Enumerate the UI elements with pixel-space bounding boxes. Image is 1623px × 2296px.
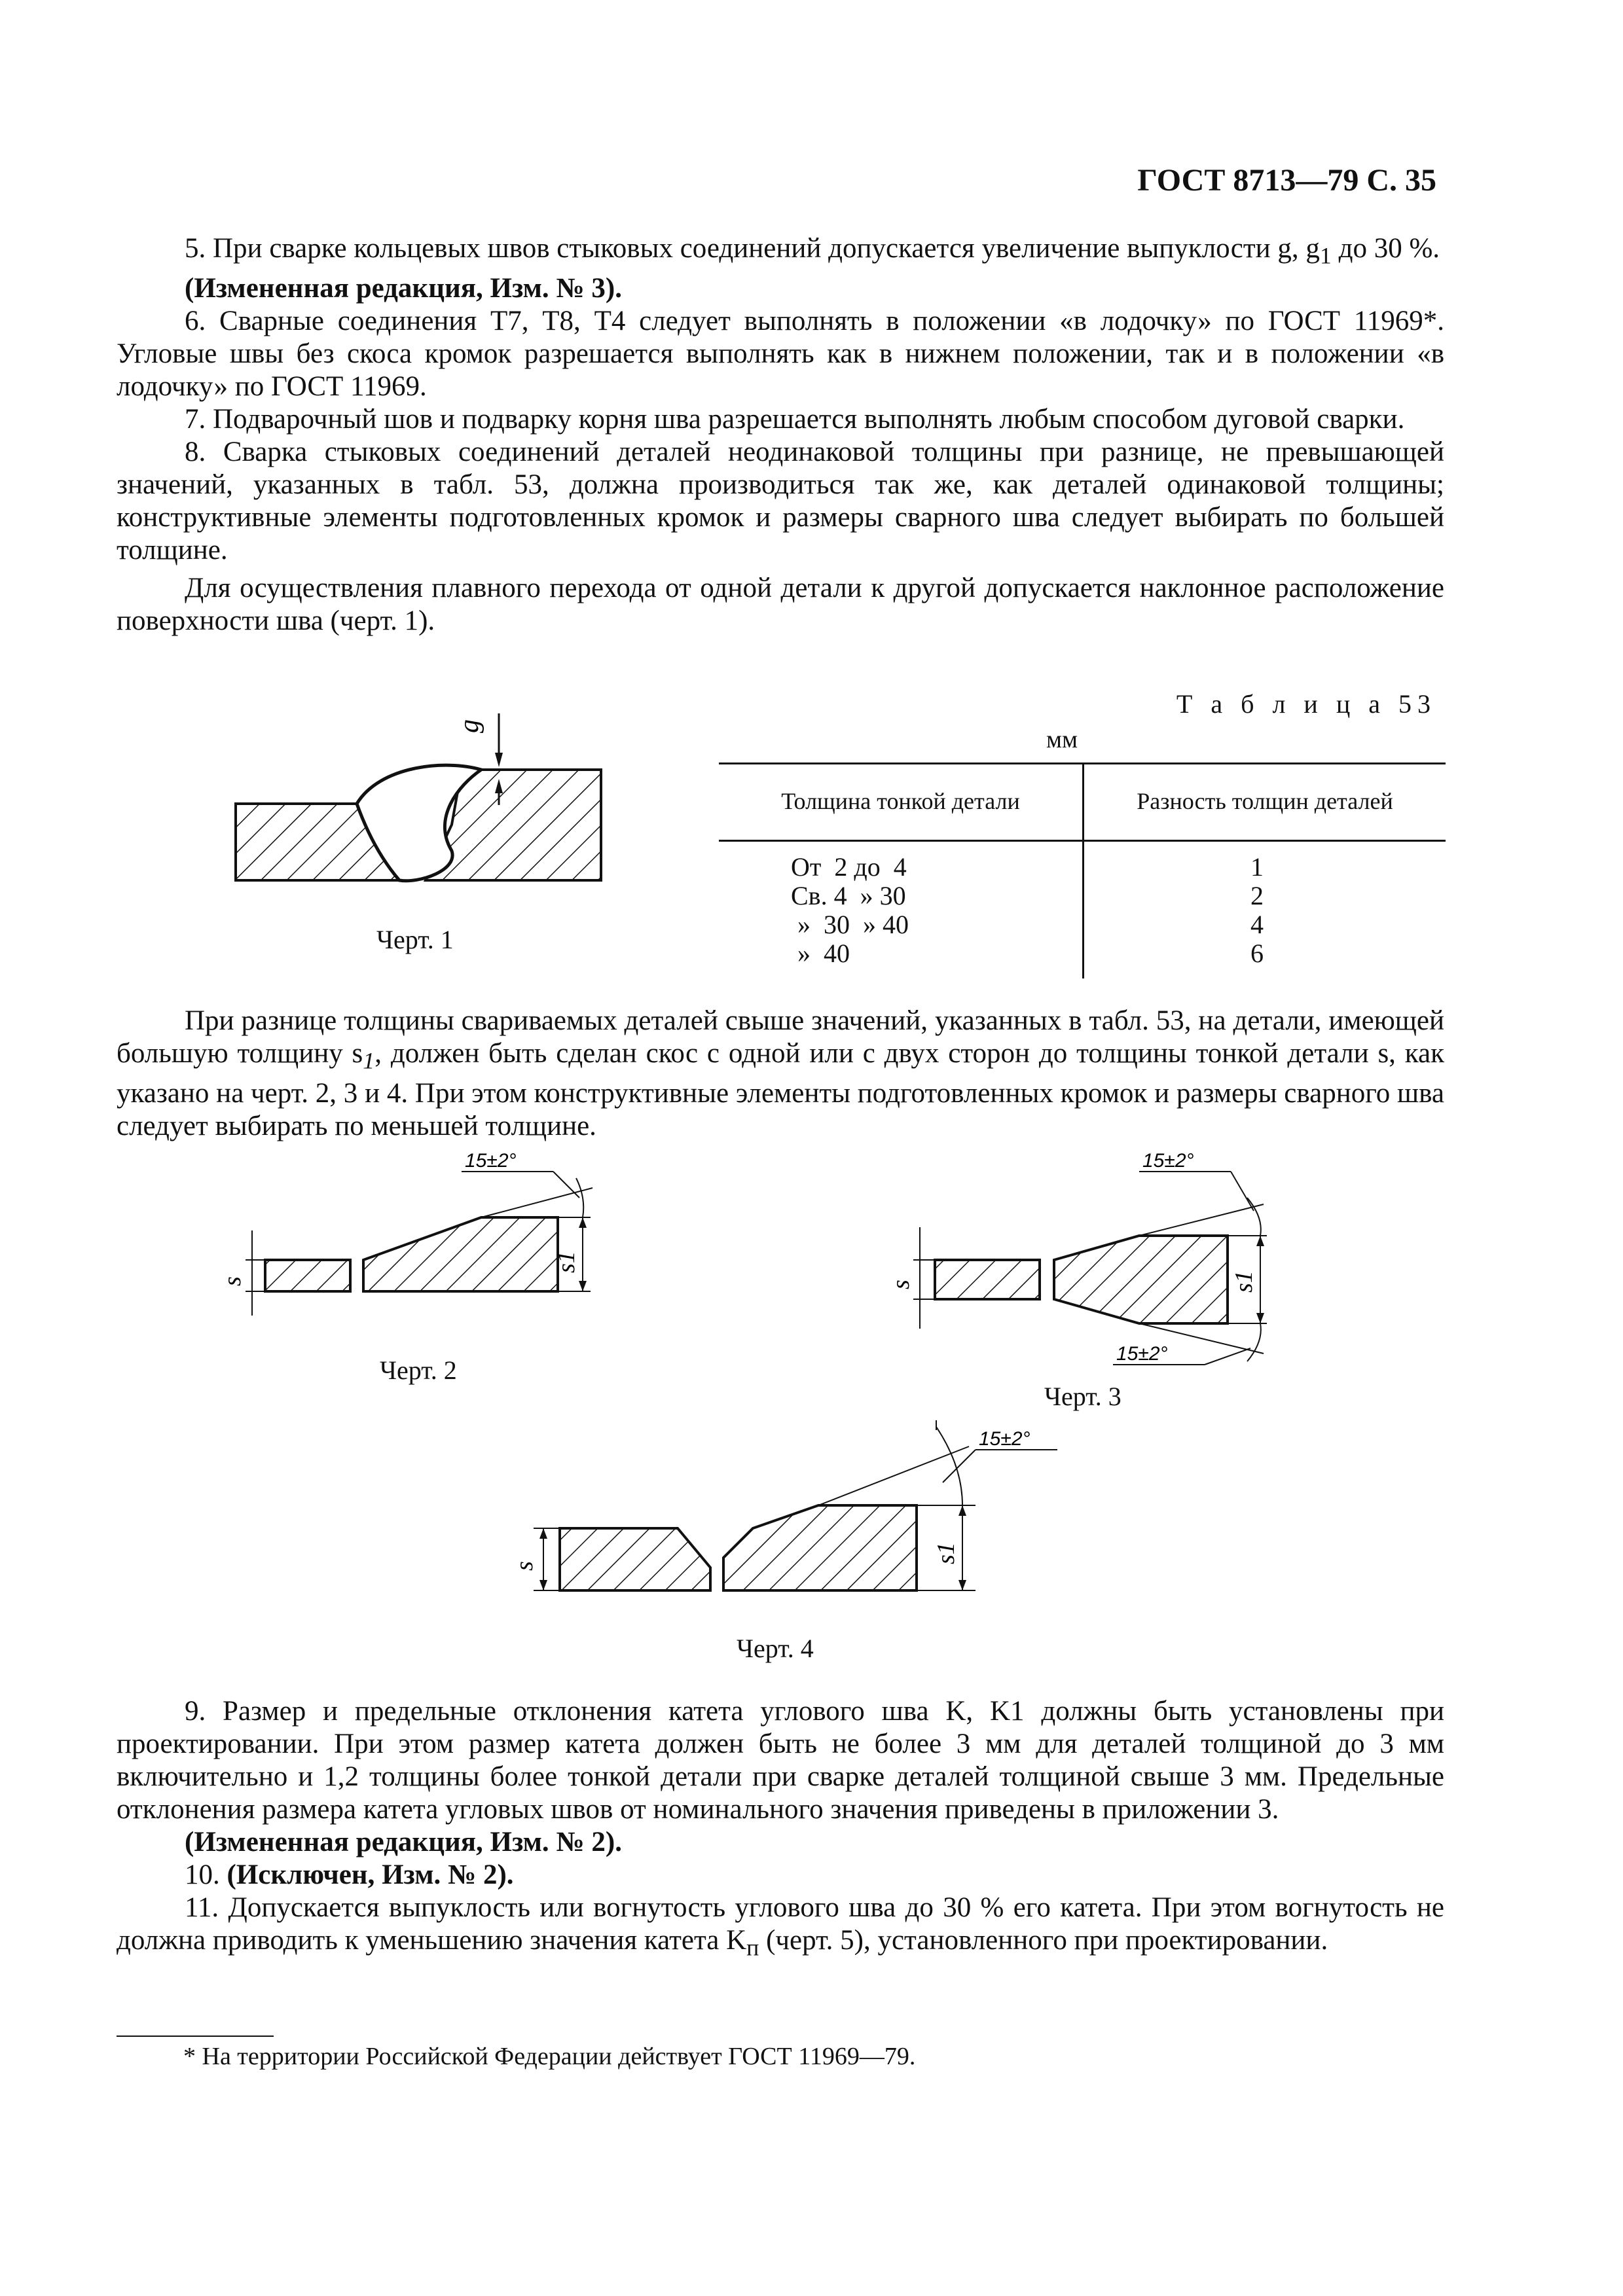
paragraph-5-note: (Измененная редакция, Изм. № 3). <box>185 272 622 304</box>
fig2-angle-label: 15±2° <box>465 1150 517 1172</box>
p-diff-sub: 1 <box>363 1047 375 1074</box>
table-row-4-diff: 6 <box>1250 939 1264 968</box>
fig3-angle-label-top: 15±2° <box>1142 1150 1194 1172</box>
table-row-1-thin: От 2 до 4 <box>791 852 907 882</box>
p11-a: 11. Допускается выпуклость или вогнутость углового шва до 30 % его катета. При этом вогнутость не должна приводить к уменьшению значения катета K <box>117 1892 1444 1956</box>
fig3-caption: Черт. 3 <box>1044 1382 1122 1411</box>
page-header: ГОСТ 8713—79 С. 35 <box>1137 163 1436 198</box>
footnote-divider <box>117 2036 274 2037</box>
table-row-1-diff: 1 <box>1250 852 1264 882</box>
p-diff-a: При разнице толщины свариваемых деталей свыше значений, указанных в табл. 53, на детали, имеющей большую толщину s <box>117 1005 1444 1069</box>
paragraph-7: 7. Подварочный шов и подварку корня шва разрешается выполнять любым способом дуговой сварки. <box>185 403 1405 435</box>
p-diff-b: , должен быть сделан скос с одной или с двух сторон до толщины тонкой детали s, как указано на черт. 2, 3 и 4. При этом конструктивные элементы подготовленных кромок и размеры сварного шва следует выбирать по меньшей толщине. <box>117 1038 1444 1141</box>
paragraph-8: 8. Сварка стыковых соединений деталей неодинаковой толщины при разнице, не превышающей значений, указанных в табл. 53, должна производиться так же, как деталей одинаковой толщины; конструктивные элементы подготовленных кромок и размеры сварного шва следует выбирать по большей толщине. <box>117 436 1444 565</box>
text-bottom <box>117 1695 1444 1964</box>
fig4-s1-label: s1 <box>932 1542 960 1564</box>
fig4-s-label: s <box>511 1561 538 1571</box>
fig3-s-label: s <box>887 1280 915 1289</box>
table-col2-header: Разность толщин деталей <box>1137 788 1393 814</box>
fig2-s-label: s <box>219 1276 246 1286</box>
fig1-caption: Черт. 1 <box>376 925 454 954</box>
paragraph-10 <box>117 1859 1444 1892</box>
figure-2 <box>246 1172 593 1316</box>
p10-note: (Исключен, Изм. № 2). <box>227 1859 514 1890</box>
table-row-4-thin: » 40 <box>791 939 850 968</box>
paragraph-9: 9. Размер и предельные отклонения катета углового шва K, K1 должны быть установлены при проектировании. При этом размер катета должен быть не более 3 мм для деталей толщиной до 3 мм включительно и 1,2 толщины более тонкой детали при сварке деталей толщиной свыше 3 мм. Предельные отклонения размера катета угловых швов от номинального значения приведены в приложении 3. <box>117 1696 1444 1825</box>
p5-tail: до 30 %. <box>1331 233 1440 264</box>
table-row-2-thin: Св. 4 » 30 <box>791 881 906 910</box>
table-col1-header: Толщина тонкой детали <box>781 788 1020 814</box>
table-row-3-diff: 4 <box>1250 910 1264 939</box>
table-title: Т а б л и ц а 53 <box>1176 689 1436 719</box>
p11-b: (черт. 5), установленного при проектировании. <box>759 1925 1328 1956</box>
table-unit: мм <box>1046 726 1078 753</box>
fig3-angle-label-bottom: 15±2° <box>1116 1343 1168 1365</box>
fig3-s1-label: s1 <box>1230 1270 1258 1293</box>
fig4-caption: Черт. 4 <box>737 1634 814 1663</box>
paragraph-9-note: (Измененная редакция, Изм. № 2). <box>185 1827 622 1857</box>
p11-sub: п <box>746 1934 759 1961</box>
p5-text: 5. При сварке кольцевых швов стыковых соединений допускается увеличение выпуклости g, g <box>185 233 1320 264</box>
figure-3 <box>913 1172 1267 1365</box>
fig2-s1-label: s1 <box>553 1251 580 1273</box>
p10-number: 10. <box>185 1859 227 1890</box>
fig2-caption: Черт. 2 <box>380 1355 457 1385</box>
paragraph-8b: Для осуществления плавного перехода от одной детали к другой допускается наклонное расположение поверхности шва (черт. 1). <box>117 572 1444 636</box>
table-row-3-thin: » 30 » 40 <box>791 910 909 939</box>
fig1-g-label: g <box>454 719 484 733</box>
paragraph-11 <box>117 1892 1444 1964</box>
paragraph-6: 6. Сварные соединения Т7, Т8, Т4 следует выполнять в положении «в лодочку» по ГОСТ 11969*. Угловые швы без скоса кромок разрешается выполнять как в нижнем положении, так и в положении «в лодочку» по ГОСТ 11969. <box>117 305 1444 402</box>
fig4-angle-label: 15±2° <box>979 1428 1030 1450</box>
p5-sub: 1 <box>1319 242 1332 269</box>
table-row-2-diff: 2 <box>1250 881 1264 910</box>
footnote: * На территории Российской Федерации действует ГОСТ 11969—79. <box>183 2043 916 2070</box>
